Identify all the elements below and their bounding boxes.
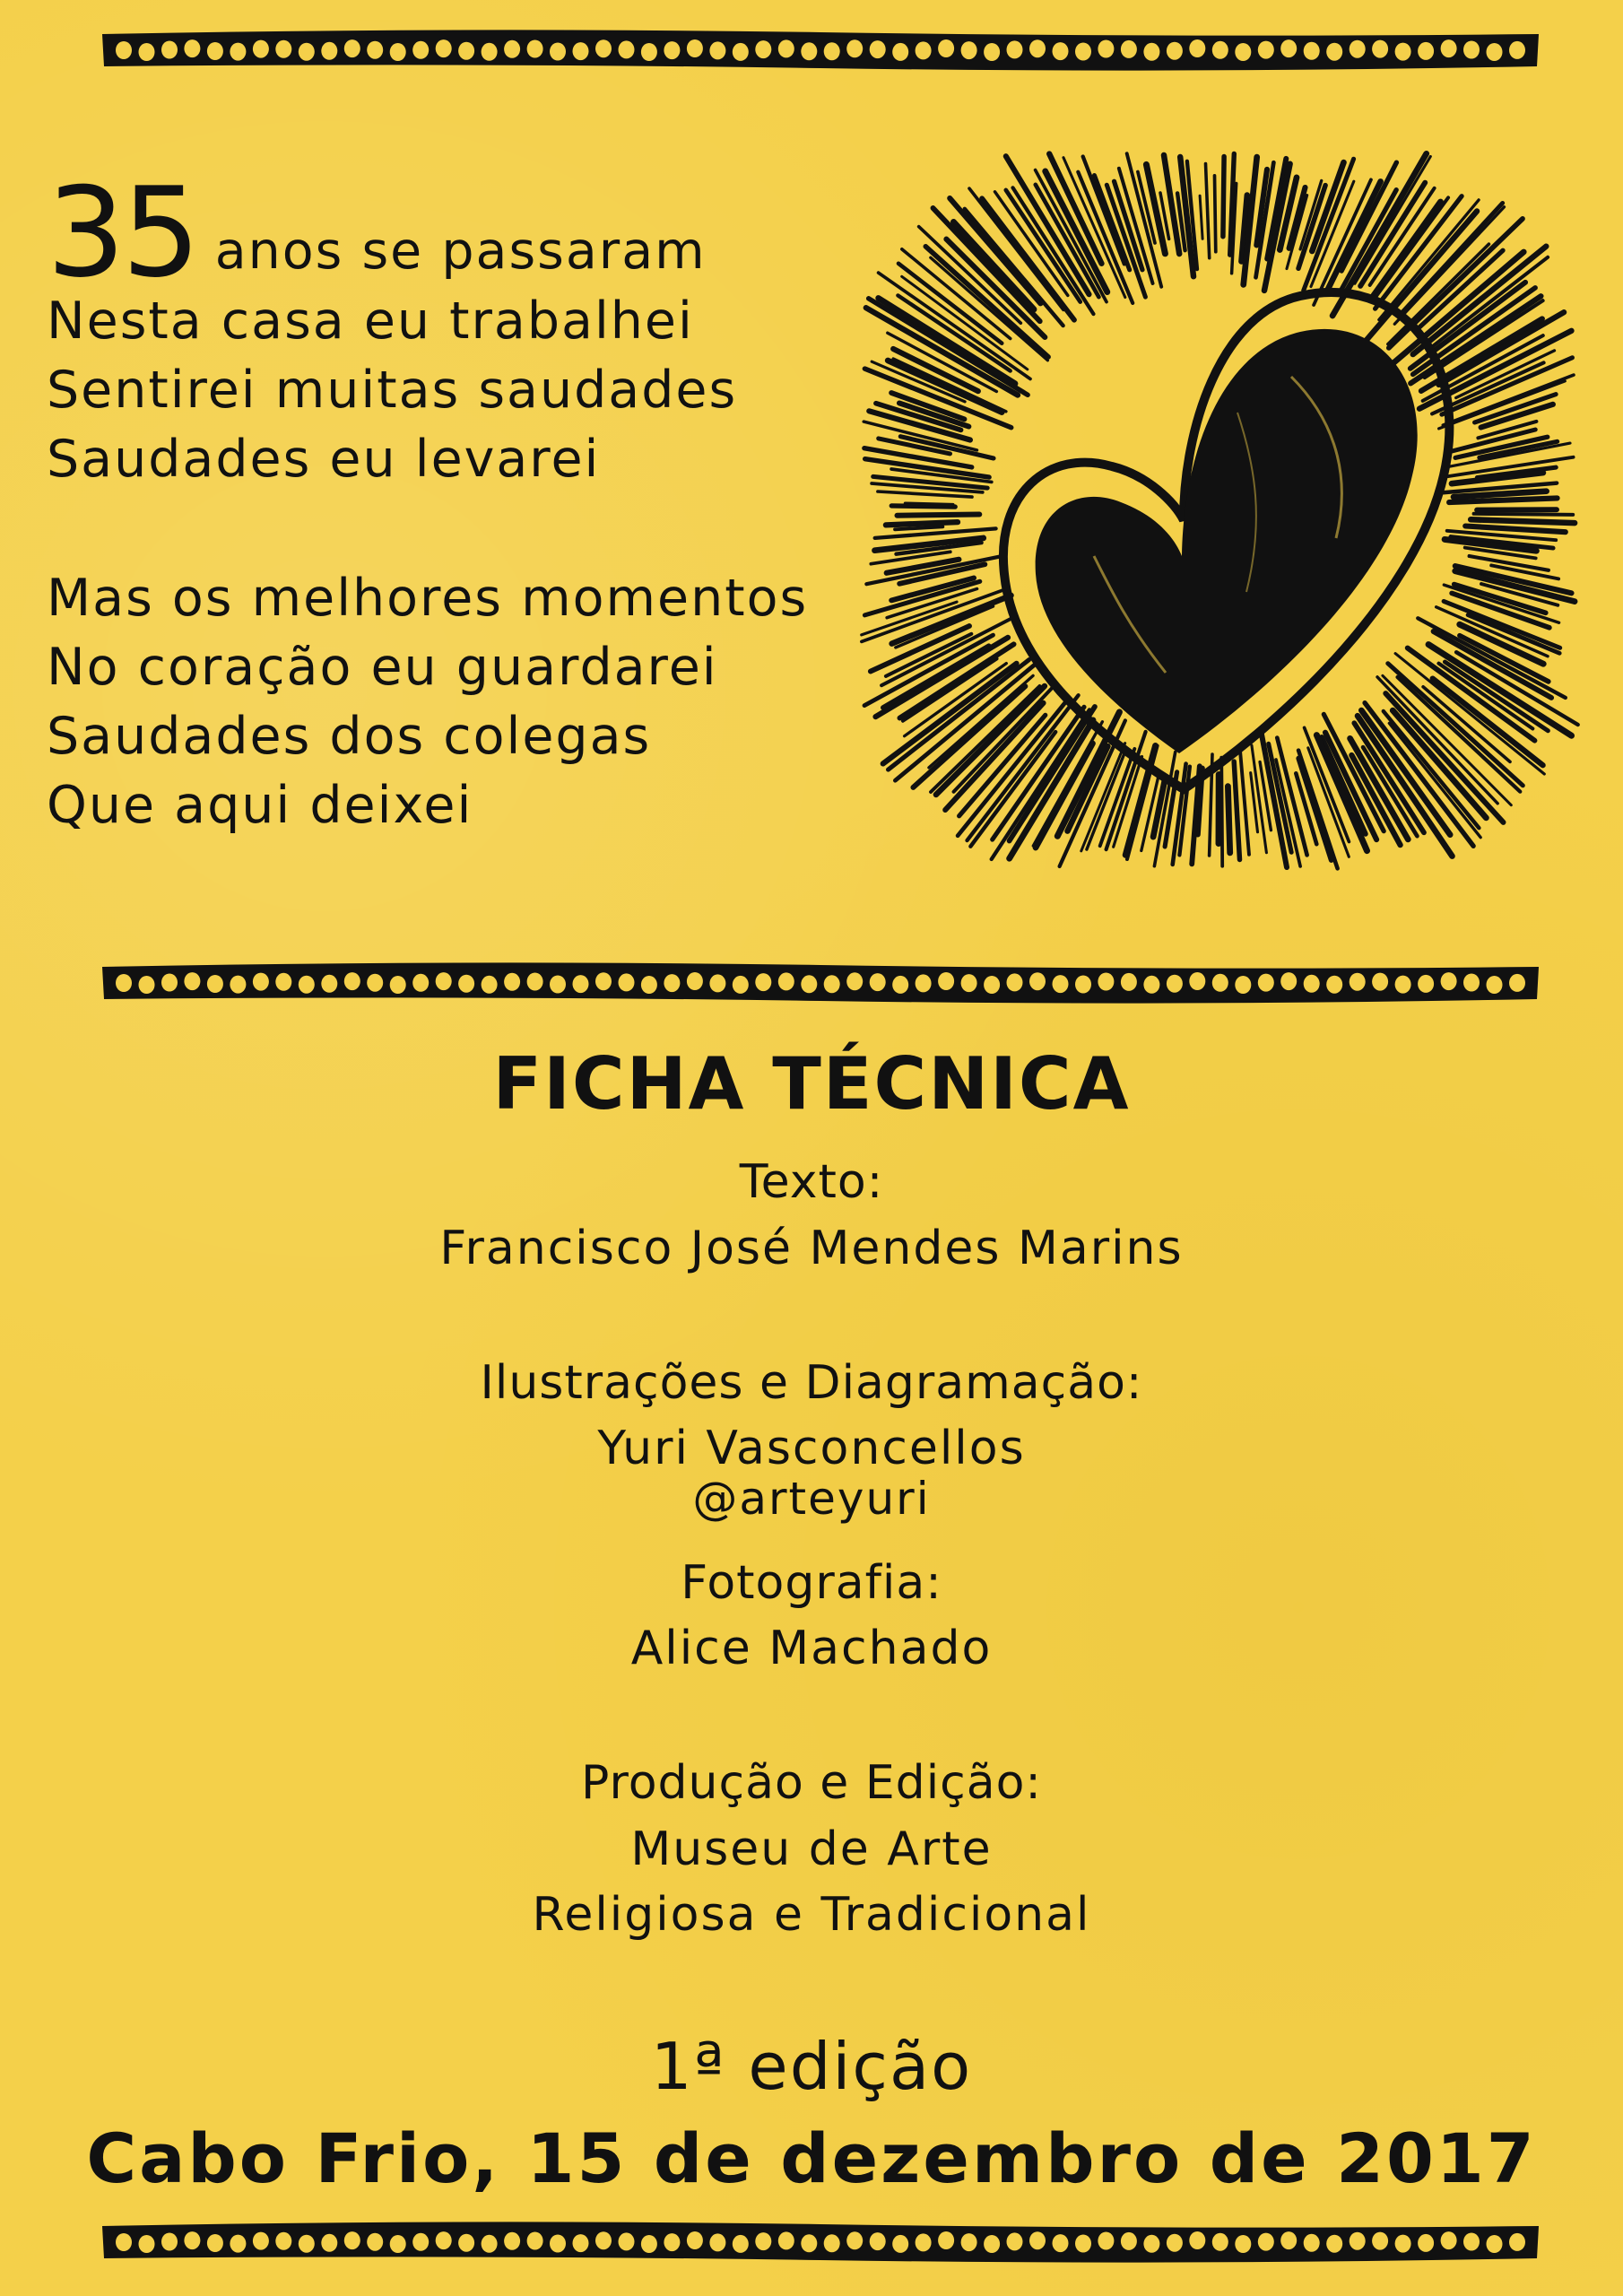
dotted-border-graphic bbox=[99, 25, 1542, 75]
border-dot bbox=[1167, 2234, 1183, 2252]
border-dot bbox=[733, 2235, 749, 2253]
border-dot bbox=[1487, 2235, 1503, 2253]
border-dot bbox=[550, 43, 566, 61]
heart-ray bbox=[1228, 787, 1229, 853]
border-dot bbox=[664, 2233, 680, 2251]
border-dot bbox=[916, 2233, 932, 2251]
border-dot bbox=[184, 39, 200, 57]
poem-line-7: Saudades dos colegas bbox=[47, 707, 652, 766]
heart-ray bbox=[862, 602, 957, 635]
border-dot bbox=[687, 972, 703, 990]
border-dot bbox=[344, 2231, 360, 2249]
heart-ray bbox=[886, 522, 958, 525]
border-dot bbox=[1350, 973, 1366, 991]
border-dot bbox=[321, 42, 337, 60]
border-dot bbox=[1235, 43, 1251, 61]
border-dot bbox=[1258, 2233, 1274, 2251]
border-dot bbox=[619, 2232, 635, 2250]
border-dot bbox=[482, 976, 498, 994]
border-dot bbox=[207, 2234, 223, 2252]
border-dot bbox=[1053, 975, 1069, 993]
border-dot bbox=[161, 974, 178, 992]
border-dot bbox=[687, 2231, 703, 2249]
border-dot bbox=[1007, 2232, 1023, 2250]
border-dot bbox=[1463, 41, 1480, 59]
border-dot bbox=[778, 39, 794, 57]
border-dot bbox=[436, 2231, 452, 2249]
border-dot bbox=[230, 2235, 246, 2253]
border-dot bbox=[1372, 973, 1388, 991]
border-dot bbox=[1053, 2234, 1069, 2252]
border-dot bbox=[1463, 2233, 1480, 2251]
border-dot bbox=[687, 39, 703, 57]
border-dot bbox=[1189, 2231, 1205, 2249]
border-dot bbox=[482, 43, 498, 61]
border-dot bbox=[1463, 974, 1480, 992]
border-dot bbox=[1487, 976, 1503, 994]
border-dot bbox=[1350, 2232, 1366, 2250]
border-dot bbox=[1441, 39, 1457, 57]
illustrator-handle: @arteyuri bbox=[692, 1473, 931, 1525]
border-dot bbox=[1441, 972, 1457, 990]
border-dot bbox=[116, 974, 132, 992]
border-dot bbox=[527, 973, 543, 991]
border-dot bbox=[1007, 973, 1023, 991]
border-dot bbox=[412, 974, 429, 992]
border-dot bbox=[1395, 2235, 1411, 2253]
border-dot bbox=[1280, 2231, 1297, 2249]
poem-line-6: No coração eu guardarei bbox=[47, 638, 718, 697]
border-dot bbox=[1098, 973, 1114, 991]
border-dot bbox=[984, 43, 1000, 61]
border-dot bbox=[1121, 2232, 1137, 2250]
border-dot bbox=[1121, 40, 1137, 58]
border-dot bbox=[1509, 974, 1525, 992]
border-dot bbox=[1418, 2234, 1434, 2252]
border-dot bbox=[1075, 43, 1091, 61]
border-dot bbox=[938, 2231, 954, 2249]
border-dot bbox=[984, 2235, 1000, 2253]
border-dot bbox=[184, 2231, 200, 2249]
border-dot bbox=[299, 2235, 315, 2253]
border-dot bbox=[1143, 976, 1159, 994]
poem-line-8: Que aqui deixei bbox=[47, 776, 473, 835]
border-dot bbox=[1189, 972, 1205, 990]
border-dot bbox=[664, 41, 680, 59]
border-dot bbox=[184, 972, 200, 990]
border-dot bbox=[1280, 972, 1297, 990]
border-dot bbox=[1372, 2232, 1388, 2250]
border-dot bbox=[938, 39, 954, 57]
border-dot bbox=[733, 976, 749, 994]
border-dot bbox=[412, 2233, 429, 2251]
heart-ray bbox=[1068, 746, 1108, 831]
border-dot bbox=[755, 2232, 771, 2250]
border-dot bbox=[846, 2231, 863, 2249]
poem-line-1-text: anos se passaram bbox=[214, 222, 707, 281]
heart-ray bbox=[1215, 176, 1216, 252]
photo-label: Fotografia: bbox=[681, 1556, 942, 1610]
border-dot bbox=[778, 972, 794, 990]
border-dot bbox=[275, 973, 291, 991]
border-dot bbox=[709, 41, 725, 59]
border-dot bbox=[207, 42, 223, 60]
border-dot bbox=[664, 974, 680, 992]
dotted-border-graphic bbox=[99, 2217, 1542, 2267]
border-dot bbox=[412, 41, 429, 59]
border-dot bbox=[1029, 972, 1046, 990]
middle-dotted-border bbox=[99, 958, 1542, 1008]
border-dot bbox=[207, 975, 223, 993]
border-dot bbox=[709, 974, 725, 992]
border-dot bbox=[824, 2234, 840, 2252]
border-dot bbox=[824, 975, 840, 993]
border-dot bbox=[619, 40, 635, 58]
border-dot bbox=[1304, 2234, 1320, 2252]
border-dot bbox=[573, 2234, 589, 2252]
border-dot bbox=[390, 976, 406, 994]
border-dot bbox=[253, 40, 269, 58]
heart-woodcut-icon bbox=[825, 90, 1596, 897]
border-dot bbox=[961, 974, 977, 992]
heart-ray bbox=[1223, 157, 1224, 237]
border-dot bbox=[595, 2231, 612, 2249]
border-dot bbox=[1098, 40, 1114, 58]
border-dot bbox=[892, 976, 908, 994]
border-dot bbox=[458, 42, 474, 60]
text-author: Francisco José Mendes Marins bbox=[439, 1222, 1184, 1275]
illustrator-name: Yuri Vasconcellos bbox=[597, 1422, 1026, 1475]
border-dot bbox=[116, 41, 132, 59]
heart-ray bbox=[1200, 196, 1202, 239]
border-dot bbox=[458, 975, 474, 993]
border-dot bbox=[482, 2235, 498, 2253]
border-dot bbox=[527, 40, 543, 58]
production-line-1: Museu de Arte bbox=[630, 1822, 993, 1876]
border-dot bbox=[573, 975, 589, 993]
poem-line-5: Mas os melhores momentos bbox=[47, 569, 809, 628]
border-dot bbox=[1189, 39, 1205, 57]
border-dot bbox=[984, 976, 1000, 994]
border-dot bbox=[275, 40, 291, 58]
border-dot bbox=[139, 976, 155, 994]
heart-illustration bbox=[825, 90, 1596, 897]
heart-ray bbox=[1465, 526, 1566, 533]
border-dot bbox=[390, 2235, 406, 2253]
border-dot bbox=[870, 40, 886, 58]
border-dot bbox=[367, 41, 383, 59]
place-and-date: Cabo Frio, 15 de dezembro de 2017 bbox=[86, 2118, 1537, 2198]
border-dot bbox=[1258, 974, 1274, 992]
border-dot bbox=[230, 43, 246, 61]
border-dot bbox=[1235, 2235, 1251, 2253]
border-dot bbox=[504, 2232, 520, 2250]
border-dot bbox=[1418, 975, 1434, 993]
border-dot bbox=[1167, 975, 1183, 993]
border-dot bbox=[1509, 2233, 1525, 2251]
border-dot bbox=[1007, 40, 1023, 58]
border-dot bbox=[1372, 40, 1388, 58]
border-dot bbox=[870, 973, 886, 991]
border-dot bbox=[161, 41, 178, 59]
border-dot bbox=[1441, 2231, 1457, 2249]
poem-line-3: Sentirei muitas saudades bbox=[47, 361, 738, 420]
border-dot bbox=[916, 41, 932, 59]
poem bbox=[47, 161, 836, 840]
text-label: Texto: bbox=[739, 1155, 884, 1209]
poem-number: 35 bbox=[47, 161, 197, 305]
production-line-2: Religiosa e Tradicional bbox=[532, 1888, 1091, 1942]
border-dot bbox=[755, 973, 771, 991]
border-dot bbox=[824, 42, 840, 60]
border-dot bbox=[527, 2232, 543, 2250]
border-dot bbox=[1075, 976, 1091, 994]
border-dot bbox=[641, 2235, 657, 2253]
border-dot bbox=[550, 2235, 566, 2253]
heart-ray bbox=[898, 515, 980, 516]
border-dot bbox=[1098, 2232, 1114, 2250]
heart-ray bbox=[864, 581, 979, 615]
border-dot bbox=[641, 976, 657, 994]
border-dot bbox=[961, 2233, 977, 2251]
border-dot bbox=[1029, 39, 1046, 57]
border-dot bbox=[1350, 40, 1366, 58]
border-dot bbox=[619, 973, 635, 991]
border-dot bbox=[595, 39, 612, 57]
border-dot bbox=[1029, 2231, 1046, 2249]
border-dot bbox=[1143, 2235, 1159, 2253]
border-dot bbox=[1395, 976, 1411, 994]
heart-ray bbox=[1206, 164, 1210, 258]
border-bar bbox=[102, 30, 1539, 70]
border-dot bbox=[1053, 42, 1069, 60]
border-dot bbox=[1212, 41, 1228, 59]
border-dot bbox=[1212, 2233, 1228, 2251]
border-dot bbox=[870, 2232, 886, 2250]
border-dot bbox=[801, 42, 817, 60]
poem-line-2: Nesta casa eu trabalhei bbox=[47, 291, 694, 351]
border-dot bbox=[230, 976, 246, 994]
border-dot bbox=[458, 2234, 474, 2252]
border-dot bbox=[116, 2233, 132, 2251]
illustration-label: Ilustrações e Diagramação: bbox=[480, 1356, 1143, 1410]
dotted-border-graphic bbox=[99, 958, 1542, 1008]
border-dot bbox=[275, 2232, 291, 2250]
border-dot bbox=[573, 42, 589, 60]
border-dot bbox=[755, 40, 771, 58]
production-label: Produção e Edição: bbox=[581, 1756, 1042, 1810]
heart-ray bbox=[878, 491, 972, 497]
border-dot bbox=[436, 39, 452, 57]
border-dot bbox=[299, 43, 315, 61]
border-dot bbox=[1326, 43, 1342, 61]
heart-ray bbox=[945, 703, 1043, 810]
border-dot bbox=[550, 976, 566, 994]
border-dot bbox=[344, 972, 360, 990]
border-dot bbox=[139, 2235, 155, 2253]
border-dot bbox=[344, 39, 360, 57]
border-dot bbox=[253, 2232, 269, 2250]
border-dot bbox=[299, 976, 315, 994]
border-dot bbox=[253, 973, 269, 991]
border-dot bbox=[1326, 976, 1342, 994]
border-dot bbox=[504, 973, 520, 991]
border-dot bbox=[892, 2235, 908, 2253]
edition: 1ª edição bbox=[650, 2029, 973, 2104]
border-dot bbox=[367, 2233, 383, 2251]
border-dot bbox=[801, 2234, 817, 2252]
border-bar bbox=[102, 2222, 1539, 2262]
stanza-gap bbox=[47, 494, 836, 564]
poem-line-4: Saudades eu levarei bbox=[47, 430, 601, 489]
border-dot bbox=[436, 972, 452, 990]
border-dot bbox=[1280, 39, 1297, 57]
border-dot bbox=[892, 43, 908, 61]
border-dot bbox=[801, 975, 817, 993]
heart-ray bbox=[1474, 514, 1574, 515]
poem-line-1 bbox=[47, 161, 836, 305]
border-dot bbox=[1304, 975, 1320, 993]
border-dot bbox=[916, 974, 932, 992]
border-dot bbox=[321, 975, 337, 993]
border-dot bbox=[733, 43, 749, 61]
border-dot bbox=[390, 43, 406, 61]
border-dot bbox=[846, 39, 863, 57]
top-dotted-border bbox=[99, 25, 1542, 75]
heart-ray bbox=[906, 503, 953, 504]
border-dot bbox=[641, 43, 657, 61]
border-dot bbox=[709, 2233, 725, 2251]
border-dot bbox=[321, 2234, 337, 2252]
border-dot bbox=[1509, 41, 1525, 59]
border-dot bbox=[504, 40, 520, 58]
border-dot bbox=[161, 2233, 178, 2251]
border-dot bbox=[778, 2231, 794, 2249]
border-dot bbox=[846, 972, 863, 990]
bottom-dotted-border bbox=[99, 2217, 1542, 2267]
border-dot bbox=[1418, 42, 1434, 60]
border-dot bbox=[1121, 973, 1137, 991]
heart-ray bbox=[1455, 571, 1575, 602]
border-dot bbox=[139, 43, 155, 61]
heart-ray bbox=[1240, 750, 1249, 855]
border-dot bbox=[1258, 41, 1274, 59]
photographer-name: Alice Machado bbox=[630, 1622, 993, 1675]
border-dot bbox=[938, 972, 954, 990]
border-dot bbox=[1167, 42, 1183, 60]
border-dot bbox=[1212, 974, 1228, 992]
border-dot bbox=[961, 41, 977, 59]
border-dot bbox=[1326, 2235, 1342, 2253]
border-dot bbox=[1304, 42, 1320, 60]
border-dot bbox=[1395, 43, 1411, 61]
heart-ray bbox=[1234, 761, 1239, 859]
border-dot bbox=[1075, 2235, 1091, 2253]
border-dot bbox=[1235, 976, 1251, 994]
heart-ray bbox=[1471, 519, 1575, 523]
border-bar bbox=[102, 962, 1539, 1003]
border-dot bbox=[1487, 43, 1503, 61]
credits-title: FICHA TÉCNICA bbox=[492, 1042, 1131, 1126]
border-dot bbox=[595, 972, 612, 990]
border-dot bbox=[367, 974, 383, 992]
border-dot bbox=[1143, 43, 1159, 61]
